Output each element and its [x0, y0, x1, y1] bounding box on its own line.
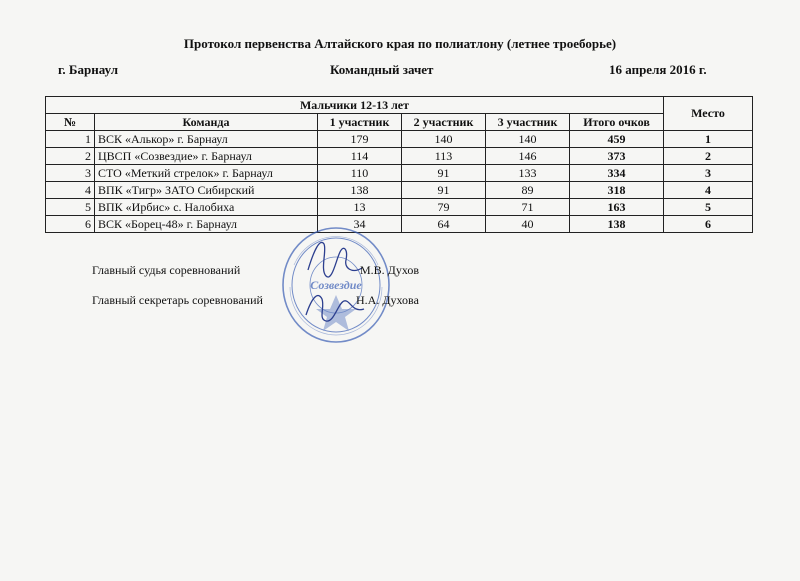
cell-no: 1 — [46, 131, 95, 148]
stamp-label: Созвездие — [310, 278, 362, 292]
cell-participant-3: 133 — [486, 165, 570, 182]
cell-participant-1: 179 — [318, 131, 402, 148]
cell-participant-1: 114 — [318, 148, 402, 165]
cell-place: 6 — [664, 216, 753, 233]
table-row — [46, 148, 753, 165]
cell-no: 2 — [46, 148, 95, 165]
cell-participant-3: 140 — [486, 131, 570, 148]
column-header-participant-3: 3 участник — [486, 114, 570, 131]
table-row — [46, 131, 753, 148]
chief-secretary-name: Н.А. Духова — [356, 293, 419, 307]
cell-no: 4 — [46, 182, 95, 199]
document-subtitle: Командный зачет — [330, 62, 434, 77]
chief-secretary-label: Главный секретарь соревнований — [92, 293, 263, 307]
table-group-row — [46, 97, 753, 114]
cell-place: 1 — [664, 131, 753, 148]
column-header-team: Команда — [95, 114, 318, 131]
table-row — [46, 216, 753, 233]
cell-total: 318 — [570, 182, 664, 199]
city-label: г. Барнаул — [58, 62, 119, 77]
cell-participant-1: 110 — [318, 165, 402, 182]
cell-no: 5 — [46, 199, 95, 216]
cell-no: 3 — [46, 165, 95, 182]
table-row — [46, 165, 753, 182]
column-header-no: № — [46, 114, 95, 131]
document-title: Протокол первенства Алтайского края по полиатлону (летнее троеборье) — [183, 36, 617, 51]
document-date: 16 апреля 2016 г. — [609, 62, 707, 77]
column-header-participant-1: 1 участник — [318, 114, 402, 131]
cell-participant-1: 13 — [318, 199, 402, 216]
cell-team: СТО «Меткий стрелок» г. Барнаул — [95, 165, 318, 182]
cell-no: 6 — [46, 216, 95, 233]
cell-place: 5 — [664, 199, 753, 216]
cell-participant-1: 138 — [318, 182, 402, 199]
cell-participant-2: 64 — [402, 216, 486, 233]
cell-team: ВСК «Борец-48» г. Барнаул — [95, 216, 318, 233]
cell-participant-3: 146 — [486, 148, 570, 165]
cell-team: ВПК «Ирбис» с. Налобиха — [95, 199, 318, 216]
cell-total: 163 — [570, 199, 664, 216]
chief-judge-name: М.В. Духов — [360, 263, 420, 277]
cell-participant-2: 91 — [402, 165, 486, 182]
cell-participant-2: 113 — [402, 148, 486, 165]
cell-total: 334 — [570, 165, 664, 182]
place-header: Место — [664, 97, 753, 131]
table-header-row — [46, 114, 753, 131]
column-header-total: Итого очков — [570, 114, 664, 131]
group-header: Мальчики 12-13 лет — [46, 97, 664, 114]
cell-participant-3: 71 — [486, 199, 570, 216]
cell-place: 2 — [664, 148, 753, 165]
chief-judge-label: Главный судья соревнований — [92, 263, 241, 277]
cell-participant-1: 34 — [318, 216, 402, 233]
results-table — [45, 96, 753, 233]
cell-team: ВСК «Алькор» г. Барнаул — [95, 131, 318, 148]
cell-participant-2: 79 — [402, 199, 486, 216]
cell-team: ЦВСП «Созвездие» г. Барнаул — [95, 148, 318, 165]
cell-total: 373 — [570, 148, 664, 165]
cell-total: 138 — [570, 216, 664, 233]
cell-participant-2: 140 — [402, 131, 486, 148]
cell-participant-3: 40 — [486, 216, 570, 233]
table-row — [46, 182, 753, 199]
column-header-participant-2: 2 участник — [402, 114, 486, 131]
table-row — [46, 199, 753, 216]
cell-total: 459 — [570, 131, 664, 148]
cell-participant-2: 91 — [402, 182, 486, 199]
cell-team: ВПК «Тигр» ЗАТО Сибирский — [95, 182, 318, 199]
cell-place: 3 — [664, 165, 753, 182]
cell-place: 4 — [664, 182, 753, 199]
cell-participant-3: 89 — [486, 182, 570, 199]
judge-signature — [300, 230, 370, 290]
